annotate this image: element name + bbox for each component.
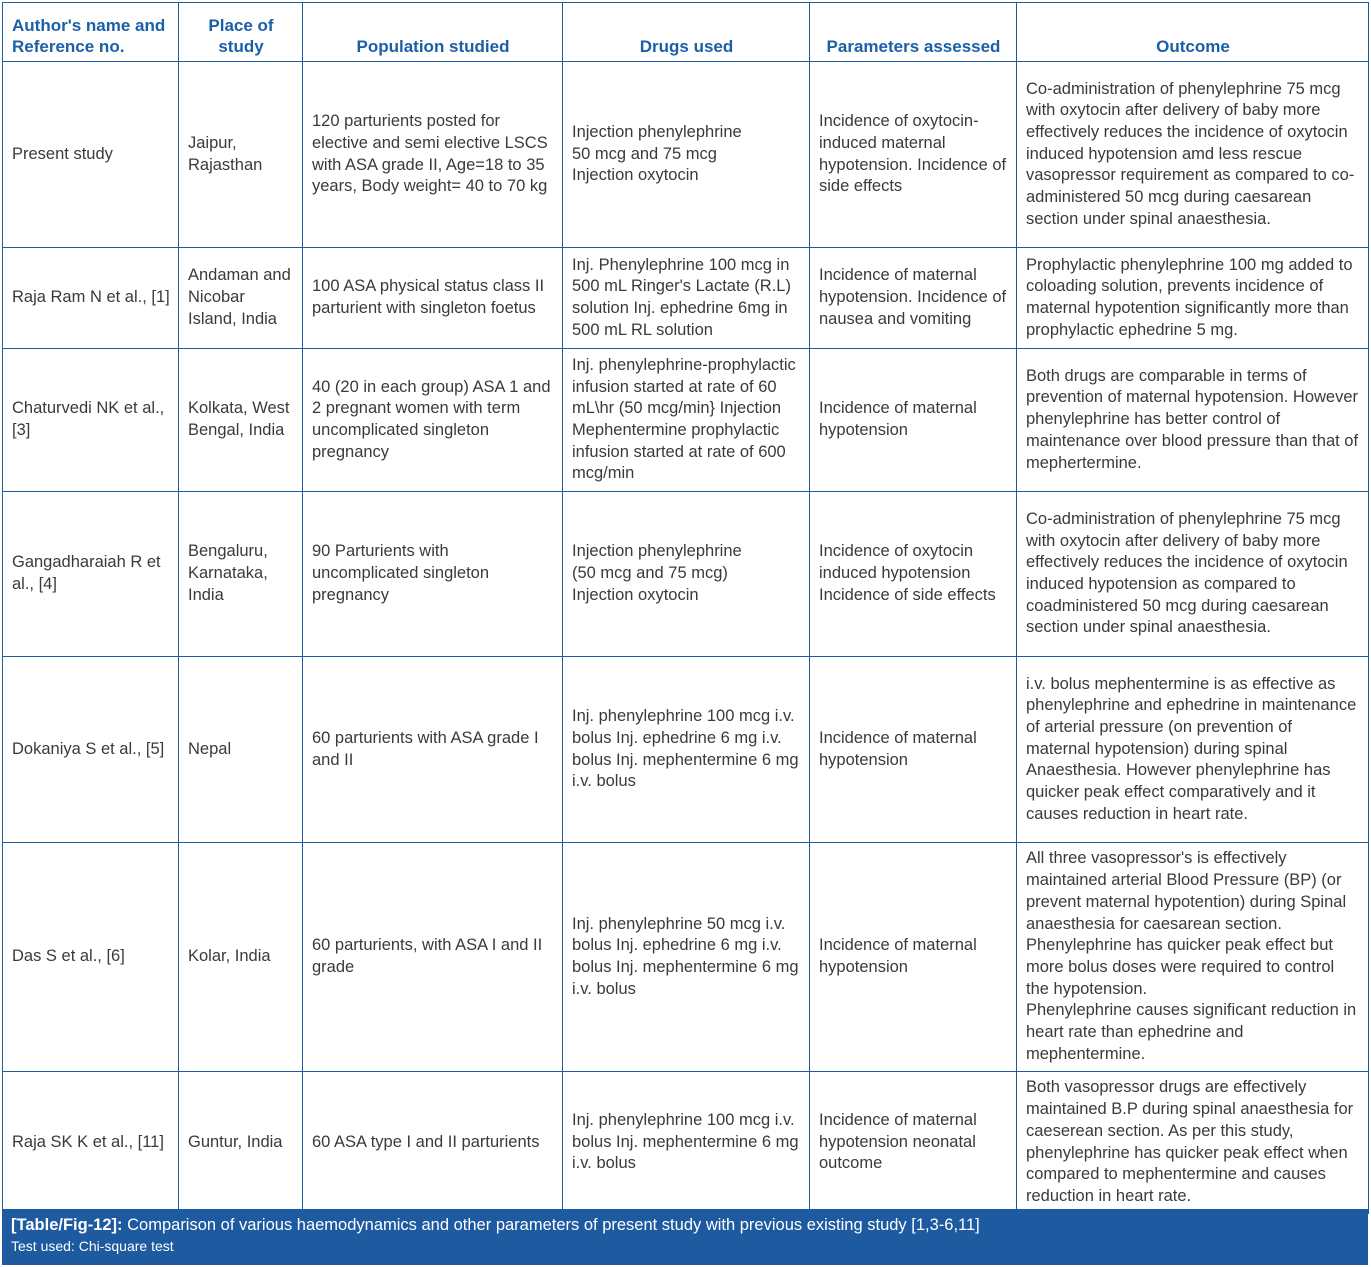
cell-author: Das S et al., [6] — [3, 843, 179, 1072]
cell-place: Guntur, India — [179, 1072, 303, 1214]
cell-place: Nepal — [179, 657, 303, 843]
cell-author: Dokaniya S et al., [5] — [3, 657, 179, 843]
cell-drugs: Inj. phenylephrine 100 mcg i.v. bolus Inj. mephentermine 6 mg i.v. bolus — [563, 1072, 810, 1214]
cell-population: 120 parturients posted for elective and semi elective LSCS with ASA grade II, Age=18 to 35 years, Body weight= 40 to 70 kg — [303, 62, 563, 248]
cell-outcome: All three vasopressor's is effectively maintained arterial Blood Pressure (BP) (or prevent maternal hypotention) during Spinal anaesthesia for caesarean section. Phenylephrine has quicker peak effect but more bolus doses were required to control the hypotension. Phenylephrine causes significant reduction in heart rate than ephedrine and mephentermine. — [1017, 843, 1369, 1072]
cell-author: Gangadharaiah R et al., [4] — [3, 492, 179, 657]
cell-parameters: Incidence of maternal hypotension — [810, 843, 1017, 1072]
caption-note: Test used: Chi-square test — [11, 1238, 174, 1254]
cell-population: 60 ASA type I and II parturients — [303, 1072, 563, 1214]
header-drugs: Drugs used — [563, 3, 810, 62]
cell-outcome: Both vasopressor drugs are effectively maintained B.P during spinal anaesthesia for caeserean section. As per this study, phenylephrine has quicker peak effect when compared to mephentermine and causes reduction in heart rate. — [1017, 1072, 1369, 1214]
cell-author: Raja Ram N et al., [1] — [3, 248, 179, 349]
cell-outcome: i.v. bolus mephentermine is as effective as phenylephrine and ephedrine in maintenance of arterial pressure (on prevention of maternal hypotension) during spinal Anaesthesia. However phenylephrine has quicker peak effect comparatively and it causes reduction in heart rate. — [1017, 657, 1369, 843]
cell-population: 90 Parturients with uncomplicated singleton pregnancy — [303, 492, 563, 657]
header-outcome: Outcome — [1017, 3, 1369, 62]
header-place: Place of study — [179, 3, 303, 62]
cell-drugs: Injection phenylephrine 50 mcg and 75 mcg Injection oxytocin — [563, 62, 810, 248]
cell-parameters: Incidence of maternal hypotension. Incidence of nausea and vomiting — [810, 248, 1017, 349]
cell-parameters: Incidence of maternal hypotension neonatal outcome — [810, 1072, 1017, 1214]
table-row — [3, 349, 1369, 492]
table-row — [3, 843, 1369, 1072]
cell-author: Chaturvedi NK et al., [3] — [3, 349, 179, 492]
cell-outcome: Co-administration of phenylephrine 75 mcg with oxytocin after delivery of baby more effectively reduces the incidence of oxytocin induced hypotension amd less rescue vasopressor requirement as compared to co-administered 50 mcg during caesarean section under spinal anaesthesia. — [1017, 62, 1369, 248]
comparison-table-container — [2, 2, 1368, 1214]
cell-author: Present study — [3, 62, 179, 248]
cell-drugs: Inj. Phenylephrine 100 mcg in 500 mL Ringer's Lactate (R.L) solution Inj. ephedrine 6mg in 500 mL RL solution — [563, 248, 810, 349]
cell-parameters: Incidence of oxytocin-induced maternal hypotension. Incidence of side effects — [810, 62, 1017, 248]
cell-place: Kolkata, West Bengal, India — [179, 349, 303, 492]
cell-drugs: Injection phenylephrine (50 mcg and 75 mcg) Injection oxytocin — [563, 492, 810, 657]
table-caption — [2, 1209, 1368, 1265]
header-population: Population studied — [303, 3, 563, 62]
cell-drugs: Inj. phenylephrine 50 mcg i.v. bolus Inj. ephedrine 6 mg i.v. bolus Inj. mephentermine 6 mg i.v. bolus — [563, 843, 810, 1072]
cell-parameters: Incidence of maternal hypotension — [810, 349, 1017, 492]
cell-place: Kolar, India — [179, 843, 303, 1072]
cell-population: 100 ASA physical status class II parturient with singleton foetus — [303, 248, 563, 349]
caption-title-line — [11, 1214, 1359, 1236]
cell-outcome: Co-administration of phenylephrine 75 mcg with oxytocin after delivery of baby more effectively reduces the incidence of oxytocin induced hypotension as compared to coadministered 50 mcg during caesarean section under spinal anaesthesia. — [1017, 492, 1369, 657]
caption-label: [Table/Fig-12]: — [11, 1216, 123, 1234]
cell-drugs: Inj. phenylephrine 100 mcg i.v. bolus Inj. ephedrine 6 mg i.v. bolus Inj. mephentermine 6 mg i.v. bolus — [563, 657, 810, 843]
comparison-table — [2, 2, 1369, 1214]
table-row — [3, 248, 1369, 349]
table-row — [3, 657, 1369, 843]
cell-place: Jaipur, Rajasthan — [179, 62, 303, 248]
cell-population: 60 parturients with ASA grade I and II — [303, 657, 563, 843]
caption-text: Comparison of various haemodynamics and other parameters of present study with previous existing study [1,3-6,11] — [127, 1216, 980, 1234]
cell-population: 40 (20 in each group) ASA 1 and 2 pregnant women with term uncomplicated singleton pregnancy — [303, 349, 563, 492]
header-parameters: Parameters assessed — [810, 3, 1017, 62]
header-author: Author's name and Reference no. — [3, 3, 179, 62]
header-row — [3, 3, 1369, 62]
cell-outcome: Both drugs are comparable in terms of prevention of maternal hypotension. However phenylephrine has better control of maintenance over blood pressure than that of mephertermine. — [1017, 349, 1369, 492]
cell-drugs: Inj. phenylephrine-prophylactic infusion started at rate of 60 mL\hr (50 mcg/min} Injection Mephentermine prophylactic infusion started at rate of 600 mcg/min — [563, 349, 810, 492]
cell-population: 60 parturients, with ASA I and II grade — [303, 843, 563, 1072]
cell-outcome: Prophylactic phenylephrine 100 mg added to coloading solution, prevents incidence of maternal hypotention significantly more than prophylactic ephedrine 5 mg. — [1017, 248, 1369, 349]
cell-parameters: Incidence of maternal hypotension — [810, 657, 1017, 843]
cell-author: Raja SK K et al., [11] — [3, 1072, 179, 1214]
cell-parameters: Incidence of oxytocin induced hypotension Incidence of side effects — [810, 492, 1017, 657]
table-row — [3, 492, 1369, 657]
cell-place: Bengaluru, Karnataka, India — [179, 492, 303, 657]
table-row — [3, 62, 1369, 248]
cell-place: Andaman and Nicobar Island, India — [179, 248, 303, 349]
table-row — [3, 1072, 1369, 1214]
